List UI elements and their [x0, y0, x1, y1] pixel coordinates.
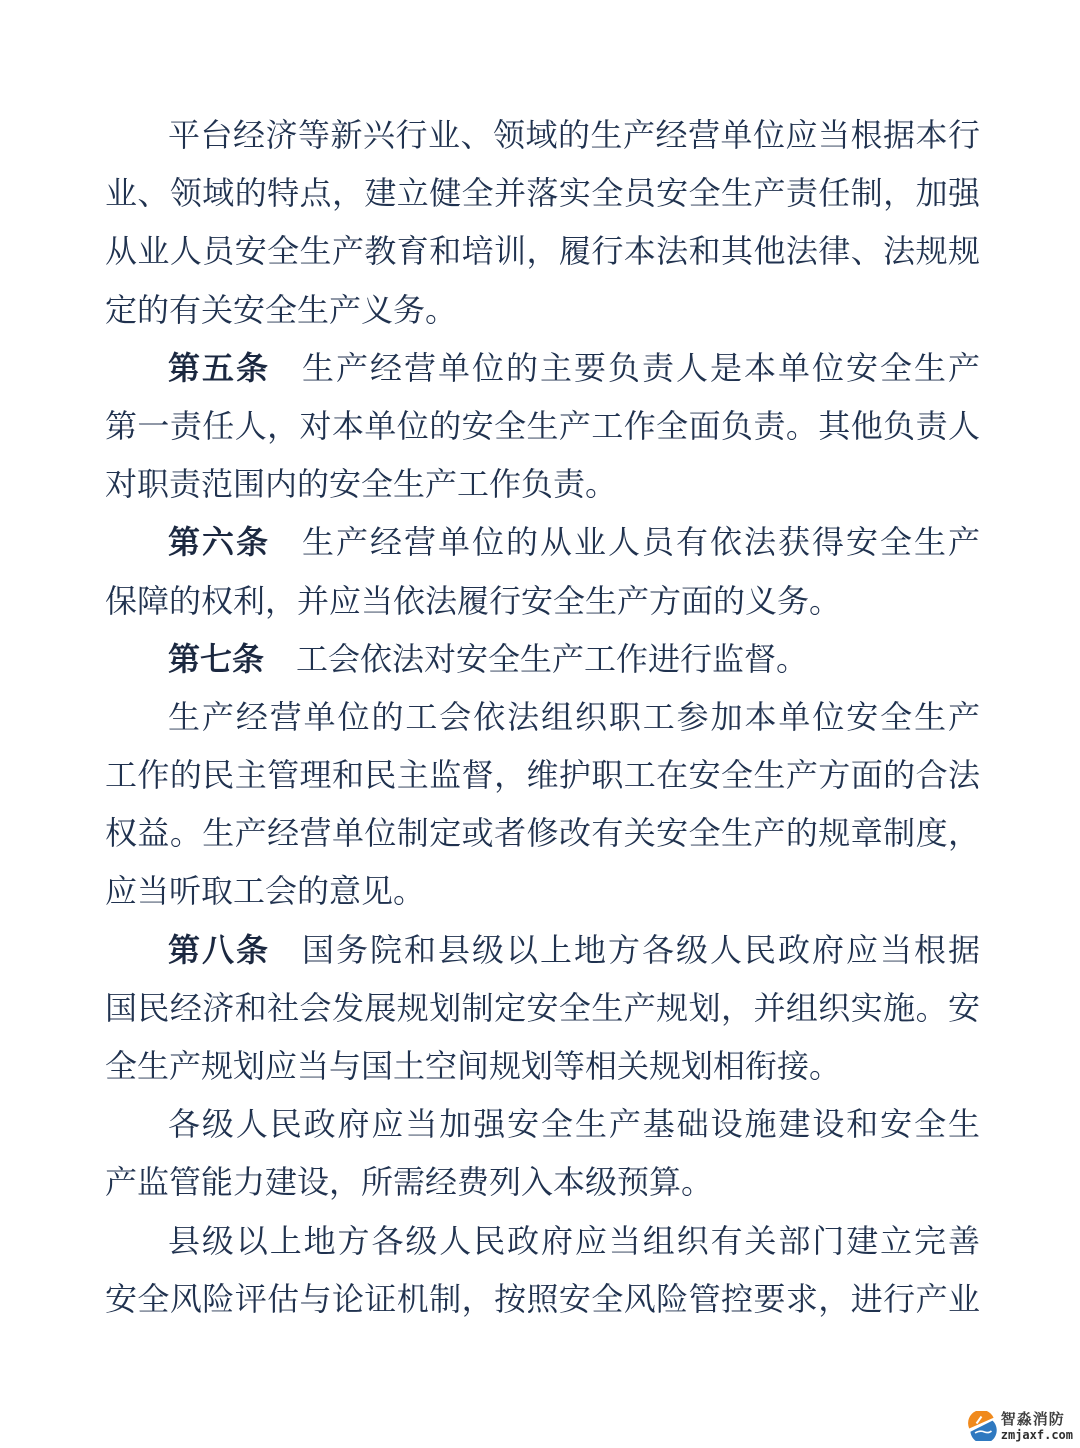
text-line: 生产经营单位的工会依法组织职工参加本单位安全生产: [168, 698, 980, 735]
article-text: 国务院和县级以上地方各级人民政府应当根据: [302, 931, 980, 968]
text-line: 全生产规划应当与国土空间规划等相关规划相衔接。: [105, 1048, 842, 1084]
watermark-domain: zmjaxf.com: [1000, 1427, 1073, 1442]
text-line: 业、领域的特点，建立健全并落实全员安全生产责任制，加强: [105, 175, 980, 212]
text-line: 县级以上地方各级人民政府应当组织有关部门建立完善: [168, 1222, 980, 1259]
paragraph-article-7: [105, 630, 980, 688]
zhimiao-logo-icon: [967, 1411, 997, 1441]
text-line: [105, 339, 980, 397]
text-line: [105, 630, 980, 688]
text-line: 定的有关安全生产义务。: [105, 291, 458, 328]
paragraph: [105, 1095, 980, 1211]
article-number-label: 第七条: [168, 640, 265, 677]
article-number-label: 第六条: [168, 524, 270, 561]
text-line: 平台经济等新兴行业、领域的生产经营单位应当根据本行: [168, 117, 980, 153]
text-line: 对职责范围内的安全生产工作负责。: [105, 466, 618, 503]
watermark-text: [1001, 1412, 1073, 1441]
text-line: 国民经济和社会发展规划制定安全生产规划，并组织实施。安: [105, 989, 980, 1026]
text-line: 安全风险评估与论证机制，按照安全风险管控要求，进行产业: [105, 1280, 980, 1317]
text-line: [105, 921, 980, 979]
text-line: 应当听取工会的意见。: [105, 873, 426, 910]
paragraph-article-6: [105, 513, 980, 629]
text-line: 从业人员安全生产教育和培训，履行本法和其他法律、法规规: [105, 233, 980, 270]
article-text: 生产经营单位的主要负责人是本单位安全生产: [302, 349, 980, 386]
text-line: 第一责任人，对本单位的安全生产工作全面负责。其他负责人: [105, 407, 980, 444]
paragraph: [105, 106, 980, 339]
text-line: 产监管能力建设，所需经费列入本级预算。: [105, 1164, 714, 1201]
paragraph: [105, 688, 980, 921]
article-number-label: 第八条: [168, 931, 270, 968]
text-line: 工作的民主管理和民主监督，维护职工在安全生产方面的合法: [105, 757, 980, 794]
paragraph: [105, 1212, 980, 1328]
article-text: 工会依法对安全生产工作进行监督。: [296, 640, 809, 677]
paragraph-article-5: [105, 339, 980, 514]
article-text: 生产经营单位的从业人员有依法获得安全生产: [302, 524, 980, 561]
article-number-label: 第五条: [168, 349, 270, 386]
paragraph-article-8: [105, 921, 980, 1096]
text-line: 各级人民政府应当加强安全生产基础设施建设和安全生: [168, 1106, 980, 1143]
text-line: 保障的权利，并应当依法履行安全生产方面的义务。: [105, 582, 842, 619]
law-text-block: [105, 106, 980, 1328]
text-line: [105, 513, 980, 571]
watermark-brand-name: 智淼消防: [1000, 1410, 1065, 1428]
text-line: 权益。生产经营单位制定或者修改有关安全生产的规章制度，: [105, 815, 980, 852]
watermark: [967, 1411, 1073, 1441]
